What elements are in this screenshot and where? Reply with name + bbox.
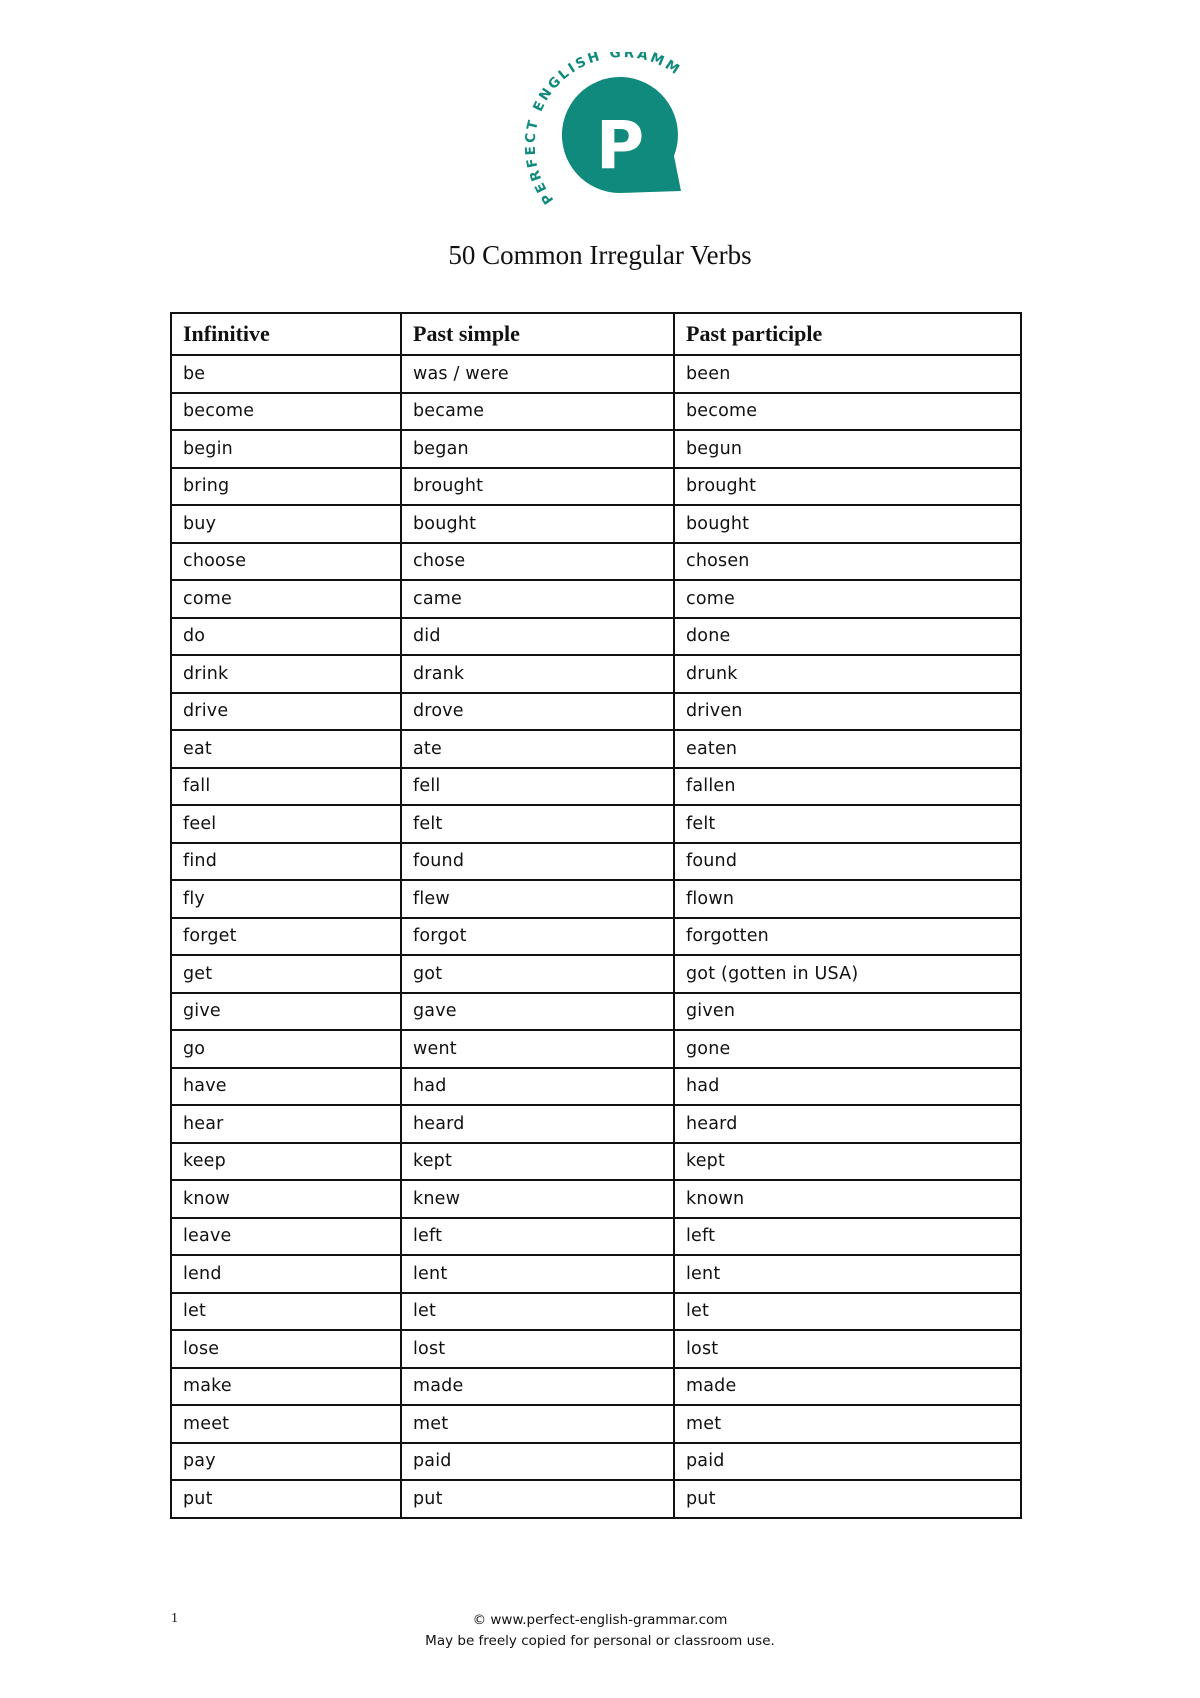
cell-infinitive: go	[171, 1030, 401, 1068]
cell-infinitive: lose	[171, 1330, 401, 1368]
cell-infinitive: feel	[171, 805, 401, 843]
cell-past-simple: kept	[401, 1143, 674, 1181]
cell-infinitive: keep	[171, 1143, 401, 1181]
cell-past-simple: forgot	[401, 918, 674, 956]
cell-infinitive: choose	[171, 543, 401, 581]
table-row	[171, 1330, 1021, 1368]
table-row	[171, 543, 1021, 581]
table-row	[171, 1105, 1021, 1143]
cell-infinitive: meet	[171, 1405, 401, 1443]
table-row	[171, 655, 1021, 693]
table-row	[171, 1068, 1021, 1106]
table-row	[171, 580, 1021, 618]
cell-infinitive: become	[171, 393, 401, 431]
logo-letter: P	[595, 107, 645, 184]
table-header-row	[171, 313, 1021, 355]
cell-past-simple: came	[401, 580, 674, 618]
cell-past-simple: drove	[401, 693, 674, 731]
cell-past-simple: had	[401, 1068, 674, 1106]
table-row	[171, 768, 1021, 806]
cell-past-simple: lent	[401, 1255, 674, 1293]
footer-copyright: © www.perfect-english-grammar.com	[472, 1612, 728, 1628]
cell-past-participle: met	[674, 1405, 1021, 1443]
cell-infinitive: get	[171, 955, 401, 993]
cell-past-simple: found	[401, 843, 674, 881]
cell-infinitive: find	[171, 843, 401, 881]
cell-past-simple: felt	[401, 805, 674, 843]
cell-past-simple: got	[401, 955, 674, 993]
table-row	[171, 355, 1021, 393]
cell-past-simple: met	[401, 1405, 674, 1443]
cell-infinitive: have	[171, 1068, 401, 1106]
cell-past-simple: made	[401, 1368, 674, 1406]
cell-past-participle: paid	[674, 1443, 1021, 1481]
table-row	[171, 393, 1021, 431]
cell-past-participle: begun	[674, 430, 1021, 468]
cell-past-participle: gone	[674, 1030, 1021, 1068]
cell-past-simple: drank	[401, 655, 674, 693]
irregular-verbs-table	[170, 312, 1022, 1519]
cell-infinitive: give	[171, 993, 401, 1031]
table-row	[171, 880, 1021, 918]
cell-past-participle: made	[674, 1368, 1021, 1406]
cell-past-simple: bought	[401, 505, 674, 543]
page-number: 1	[171, 1611, 178, 1626]
table-row	[171, 1255, 1021, 1293]
cell-infinitive: bring	[171, 468, 401, 506]
cell-past-simple: chose	[401, 543, 674, 581]
footer-license: May be freely copied for personal or classroom use.	[425, 1633, 775, 1649]
cell-infinitive: leave	[171, 1218, 401, 1256]
cell-infinitive: begin	[171, 430, 401, 468]
page-footer	[0, 1610, 1200, 1652]
cell-infinitive: lend	[171, 1255, 401, 1293]
header-past-simple: Past simple	[401, 313, 674, 355]
table-row	[171, 1030, 1021, 1068]
table-row	[171, 730, 1021, 768]
cell-infinitive: put	[171, 1480, 401, 1518]
cell-past-simple: ate	[401, 730, 674, 768]
table-row	[171, 693, 1021, 731]
cell-past-participle: known	[674, 1180, 1021, 1218]
cell-past-simple: paid	[401, 1443, 674, 1481]
cell-past-simple: gave	[401, 993, 674, 1031]
cell-past-simple: heard	[401, 1105, 674, 1143]
cell-past-participle: drunk	[674, 655, 1021, 693]
table-row	[171, 1143, 1021, 1181]
cell-infinitive: eat	[171, 730, 401, 768]
cell-past-participle: come	[674, 580, 1021, 618]
cell-infinitive: pay	[171, 1443, 401, 1481]
cell-infinitive: forget	[171, 918, 401, 956]
cell-past-simple: did	[401, 618, 674, 656]
table-row	[171, 1293, 1021, 1331]
cell-past-participle: got (gotten in USA)	[674, 955, 1021, 993]
cell-past-simple: began	[401, 430, 674, 468]
cell-past-simple: left	[401, 1218, 674, 1256]
cell-past-participle: found	[674, 843, 1021, 881]
table-row	[171, 955, 1021, 993]
cell-past-participle: bought	[674, 505, 1021, 543]
cell-infinitive: know	[171, 1180, 401, 1218]
cell-infinitive: drink	[171, 655, 401, 693]
logo-ring-text: PERFECT ENGLISH GRAMM	[522, 52, 685, 208]
cell-infinitive: come	[171, 580, 401, 618]
cell-past-participle: put	[674, 1480, 1021, 1518]
cell-past-simple: fell	[401, 768, 674, 806]
cell-past-participle: fallen	[674, 768, 1021, 806]
cell-infinitive: fly	[171, 880, 401, 918]
cell-past-simple: became	[401, 393, 674, 431]
cell-past-participle: flown	[674, 880, 1021, 918]
cell-past-participle: done	[674, 618, 1021, 656]
cell-past-participle: forgotten	[674, 918, 1021, 956]
table-row	[171, 1368, 1021, 1406]
cell-past-participle: chosen	[674, 543, 1021, 581]
table-row	[171, 1480, 1021, 1518]
cell-infinitive: let	[171, 1293, 401, 1331]
cell-past-participle: eaten	[674, 730, 1021, 768]
table-row	[171, 805, 1021, 843]
header-past-participle: Past participle	[674, 313, 1021, 355]
cell-past-simple: let	[401, 1293, 674, 1331]
cell-past-participle: had	[674, 1068, 1021, 1106]
cell-past-participle: given	[674, 993, 1021, 1031]
cell-past-simple: lost	[401, 1330, 674, 1368]
table-row	[171, 918, 1021, 956]
cell-past-participle: brought	[674, 468, 1021, 506]
table-row	[171, 505, 1021, 543]
cell-past-participle: been	[674, 355, 1021, 393]
cell-past-participle: kept	[674, 1143, 1021, 1181]
table-row	[171, 618, 1021, 656]
logo-graphic	[520, 52, 690, 212]
table-row	[171, 843, 1021, 881]
table-row	[171, 1218, 1021, 1256]
table-row	[171, 430, 1021, 468]
cell-infinitive: be	[171, 355, 401, 393]
cell-past-simple: knew	[401, 1180, 674, 1218]
cell-past-simple: was / were	[401, 355, 674, 393]
cell-past-simple: brought	[401, 468, 674, 506]
cell-infinitive: do	[171, 618, 401, 656]
cell-past-participle: lost	[674, 1330, 1021, 1368]
cell-past-participle: become	[674, 393, 1021, 431]
table-row	[171, 1405, 1021, 1443]
perfect-english-grammar-logo	[520, 52, 690, 212]
cell-past-simple: flew	[401, 880, 674, 918]
cell-past-participle: heard	[674, 1105, 1021, 1143]
cell-infinitive: make	[171, 1368, 401, 1406]
header-infinitive: Infinitive	[171, 313, 401, 355]
cell-infinitive: buy	[171, 505, 401, 543]
table-row	[171, 1180, 1021, 1218]
table-row	[171, 993, 1021, 1031]
cell-past-participle: felt	[674, 805, 1021, 843]
cell-past-participle: driven	[674, 693, 1021, 731]
cell-past-simple: put	[401, 1480, 674, 1518]
cell-infinitive: hear	[171, 1105, 401, 1143]
table-row	[171, 468, 1021, 506]
cell-infinitive: fall	[171, 768, 401, 806]
cell-past-simple: went	[401, 1030, 674, 1068]
table-row	[171, 1443, 1021, 1481]
page-title: 50 Common Irregular Verbs	[448, 240, 752, 270]
cell-infinitive: drive	[171, 693, 401, 731]
cell-past-participle: lent	[674, 1255, 1021, 1293]
cell-past-participle: let	[674, 1293, 1021, 1331]
cell-past-participle: left	[674, 1218, 1021, 1256]
